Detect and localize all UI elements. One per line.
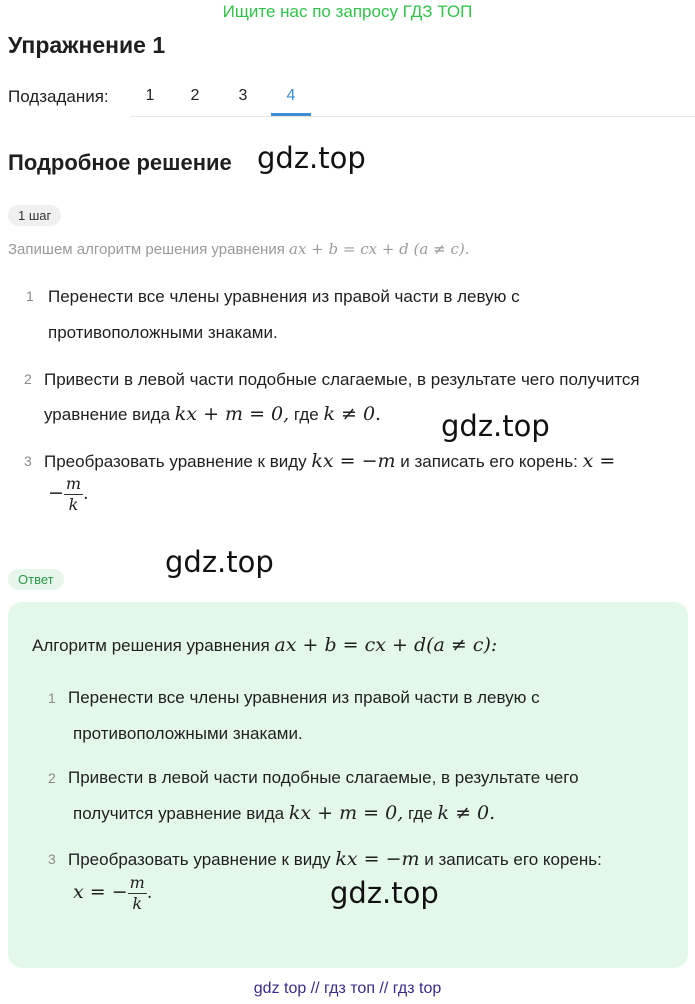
step-text: где	[293, 405, 319, 424]
answer-step-2-line1: Привести в левой части подобные слагаемые, в результате чего	[68, 768, 579, 787]
fraction-denominator: k	[68, 495, 79, 514]
step-text: Преобразовать уравнение к виду	[44, 452, 307, 471]
tab-subtask-1[interactable]: 1	[145, 87, 155, 104]
watermark: gdz.top	[257, 141, 366, 175]
answer-intro-text: Алгоритм решения уравнения	[32, 636, 270, 655]
tab-subtask-2[interactable]: 2	[190, 87, 200, 104]
answer-intro	[32, 634, 497, 656]
step-text: где	[407, 804, 433, 823]
subtask-tabs	[130, 80, 695, 117]
solution-step-3-line1	[44, 450, 615, 472]
answer-step-1	[48, 690, 56, 708]
step-number: 1	[48, 690, 56, 706]
answer-step-2	[48, 770, 56, 788]
step-math: kx = −m	[335, 848, 420, 870]
solution-step-1-line1: Перенести все члены уравнения из правой части в левую с	[48, 287, 520, 306]
answer-step-3	[48, 851, 56, 869]
step-math: kx = −m	[311, 450, 396, 472]
fraction-numerator: m	[129, 873, 145, 892]
step-chip: 1 шаг	[8, 205, 61, 226]
fraction-numerator: m	[65, 474, 82, 493]
answer-chip: Ответ	[8, 569, 64, 590]
solution-intro-math: ax + b = cx + d (a ≠ c).	[289, 240, 470, 258]
step-text: получится уравнение вида	[73, 804, 285, 823]
solution-step-3-line2	[48, 474, 89, 515]
step-text: и записать его корень:	[400, 452, 578, 471]
step-text: уравнение вида	[44, 405, 171, 424]
section-title: Подробное решение	[8, 150, 232, 175]
promo-banner[interactable]: Ищите нас по запросу ГДЗ ТОП	[222, 2, 473, 21]
tab-subtask-4[interactable]: 4	[286, 87, 296, 104]
step-text: Преобразовать уравнение к виду	[68, 850, 331, 869]
answer-step-2-line2	[73, 802, 495, 824]
subtasks-label: Подзадания:	[8, 87, 109, 106]
solution-step-2-line2	[44, 403, 381, 425]
active-tab-indicator	[271, 113, 311, 116]
step-number: 2	[48, 770, 56, 786]
step-number: 2	[24, 371, 32, 387]
answer-step-1-line1: Перенести все члены уравнения из правой части в левую с	[68, 688, 540, 707]
step-math: x = −	[73, 880, 128, 903]
step-math: k ≠ 0.	[323, 403, 382, 425]
minus-sign: −	[48, 481, 64, 504]
answer-intro-math: ax + b = cx + d(a ≠ c):	[274, 634, 498, 656]
answer-step-3-line2	[73, 873, 152, 914]
fraction	[64, 474, 83, 515]
watermark: gdz.top	[441, 409, 550, 443]
step-text: и записать его корень:	[424, 850, 602, 869]
footer-links[interactable]: gdz top // гдз топ // гдз top	[253, 980, 442, 997]
step-math: kx + m = 0,	[288, 802, 404, 824]
step-math: x =	[582, 450, 616, 472]
answer-step-1-line2: противоположными знаками.	[73, 724, 303, 743]
solution-step-1-line2: противоположными знаками.	[48, 323, 278, 342]
watermark: gdz.top	[330, 876, 439, 910]
solution-intro-text: Запишем алгоритм решения уравнения	[8, 241, 285, 258]
solution-step-2-line1: Привести в левой части подобные слагаемые, в результате чего получится	[44, 370, 640, 389]
fraction-denominator: k	[132, 894, 143, 913]
step-math: k ≠ 0.	[437, 802, 496, 824]
answer-step-3-line1	[68, 848, 602, 870]
solution-intro	[8, 240, 469, 258]
step-number: 1	[26, 288, 34, 304]
tab-subtask-3[interactable]: 3	[238, 87, 248, 104]
fraction	[128, 873, 147, 914]
page-title: Упражнение 1	[8, 32, 166, 58]
solution-step-3	[24, 453, 32, 471]
step-number: 3	[48, 851, 56, 867]
solution-step-1	[26, 288, 34, 306]
solution-step-2	[24, 371, 32, 389]
period: .	[83, 483, 89, 504]
step-number: 3	[24, 453, 32, 469]
period: .	[146, 882, 153, 903]
step-math: kx + m = 0,	[174, 403, 290, 425]
watermark: gdz.top	[165, 545, 274, 579]
